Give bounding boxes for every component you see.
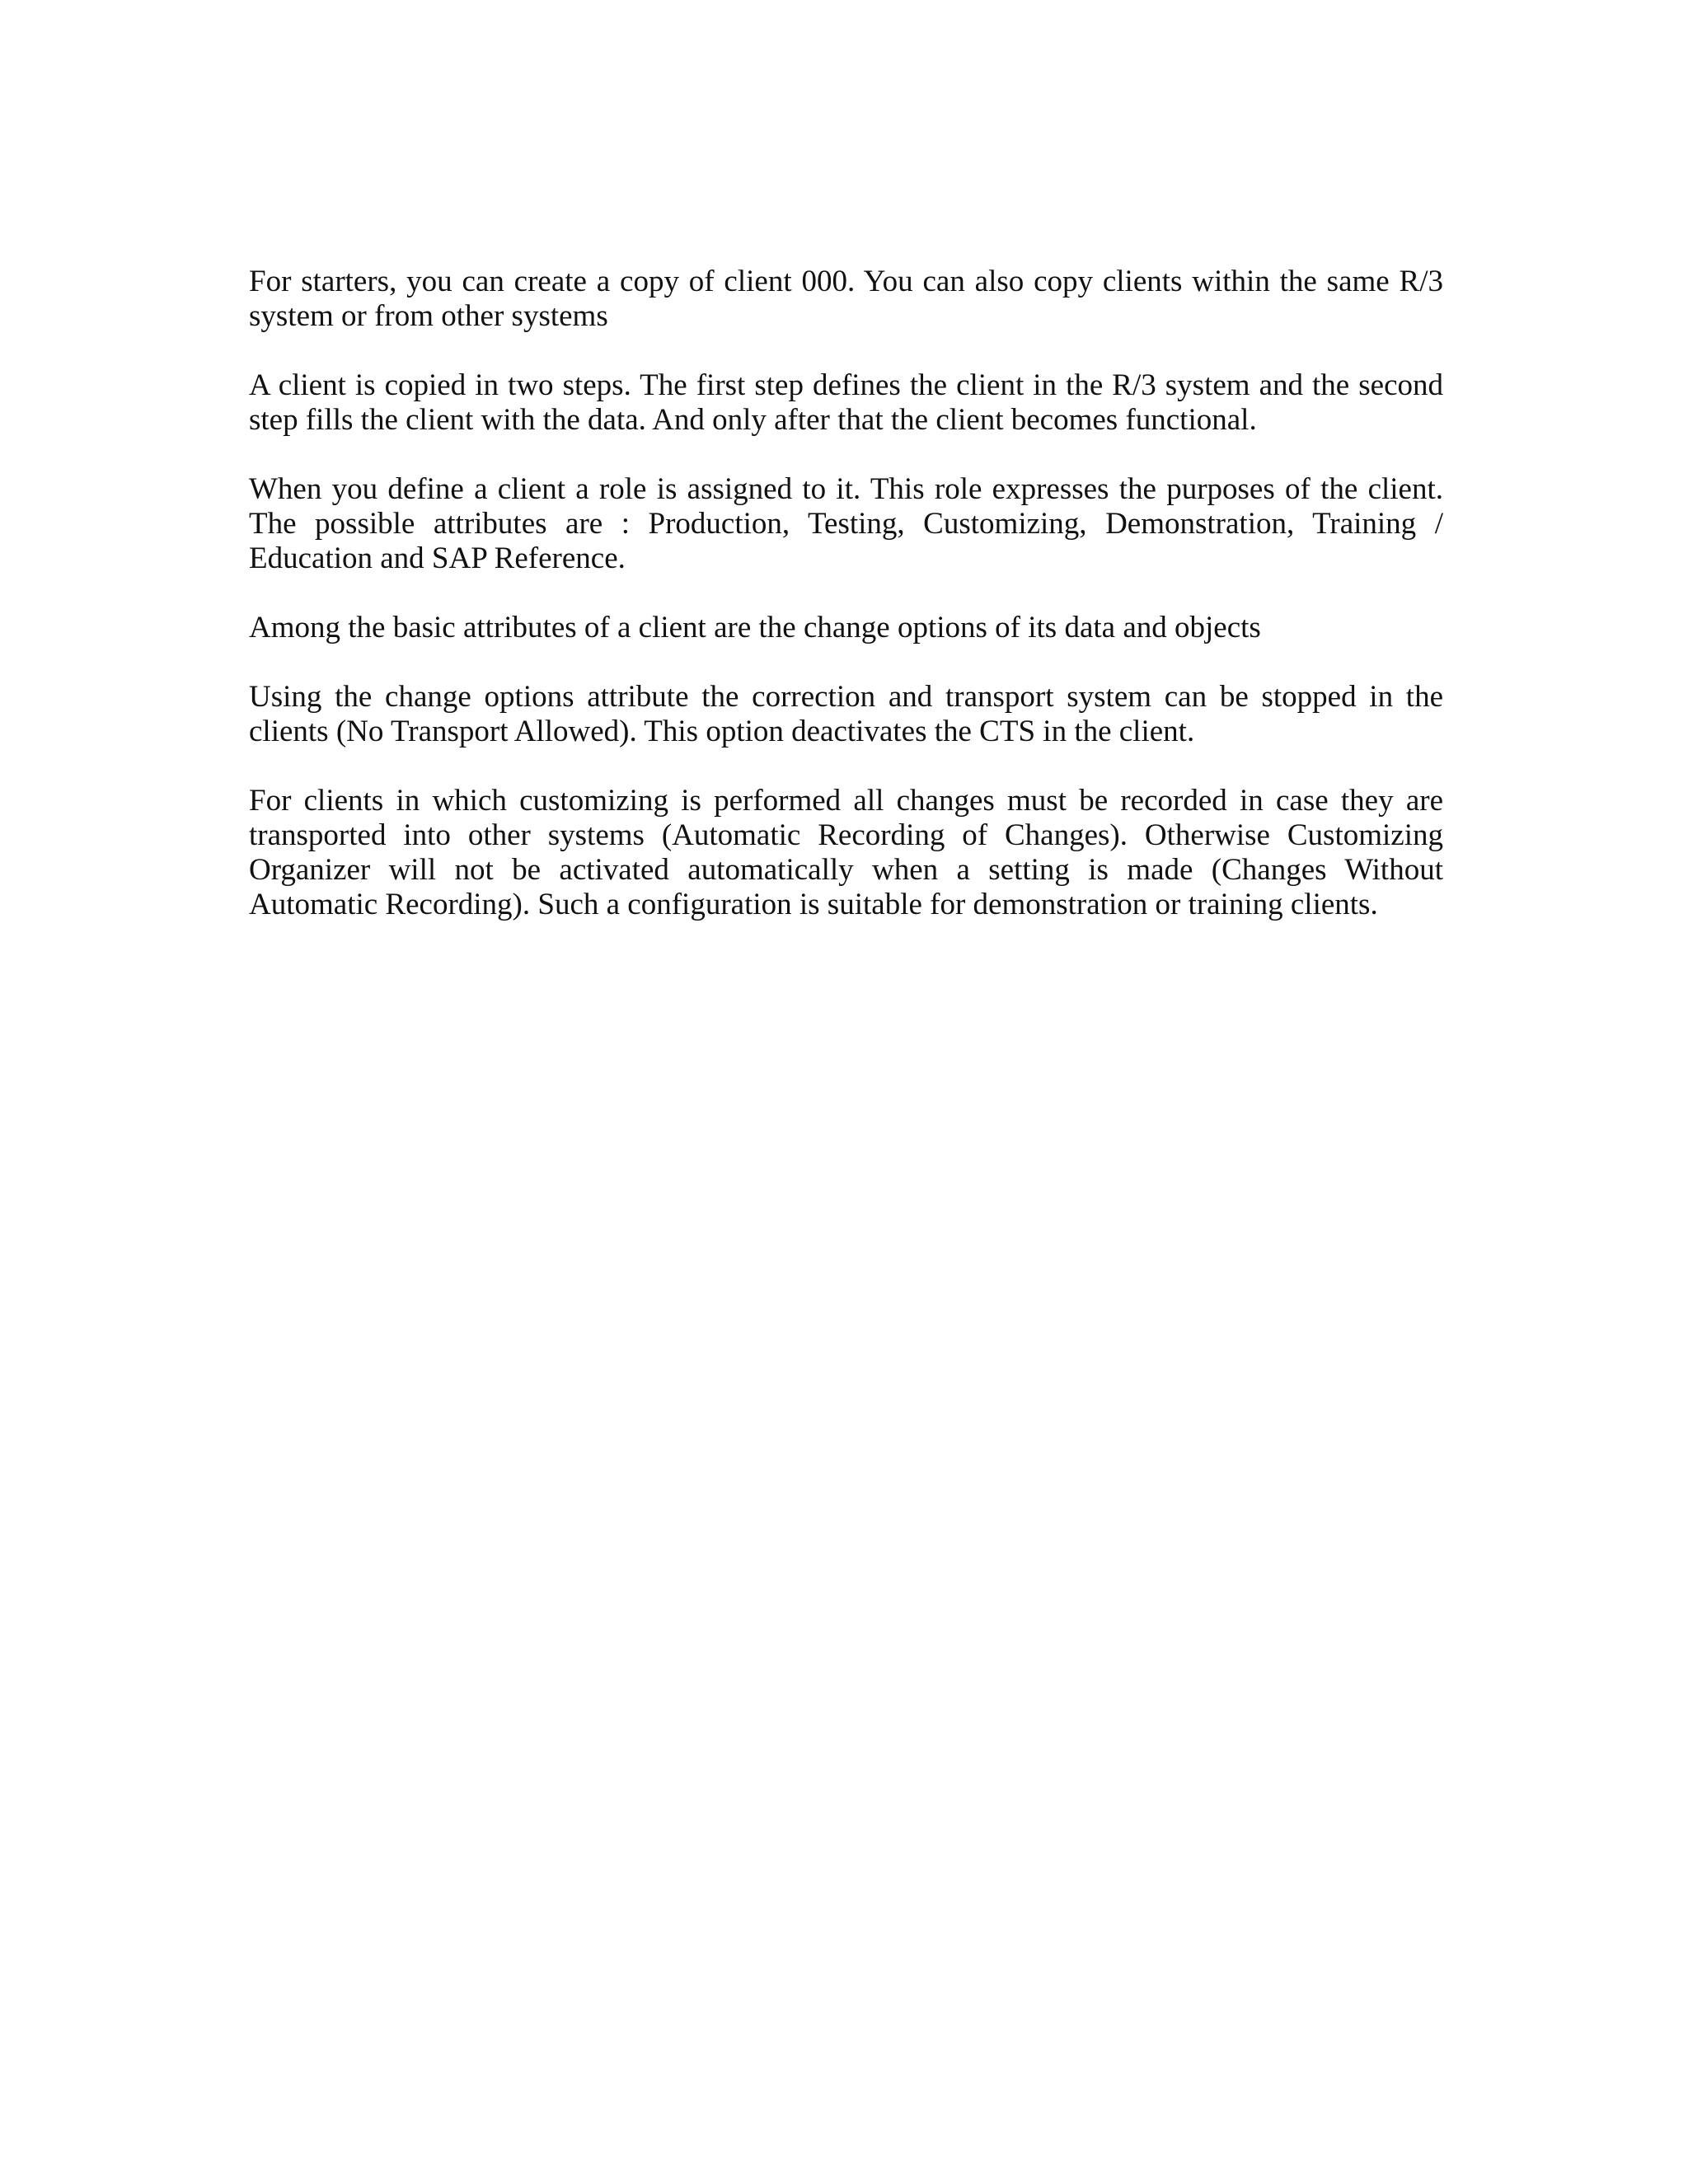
paragraph-change-options: Using the change options attribute the correction and transport system can be stopped in the clients (No Transport Allowed). This option deactivates the CTS in the client. [249,680,1443,748]
paragraph-basic-attributes: Among the basic attributes of a client are the change options of its data and objects [249,611,1261,644]
paragraph-client-copy-intro: For starters, you can create a copy of client 000. You can also copy clients within the same R/3 system or from other systems [249,265,1443,333]
paragraph-client-role: When you define a client a role is assigned to it. This role expresses the purposes of the client. The possible attributes are : Production, Testing, Customizing, Demonstration, Training / Education and SAP Reference. [249,472,1443,575]
paragraph-copy-steps: A client is copied in two steps. The first step defines the client in the R/3 system and the second step fills the client with the data. And only after that the client becomes functional. [249,368,1443,437]
body-text [249,265,1443,957]
paragraph-customizing-recording: For clients in which customizing is performed all changes must be recorded in case they are transported into other systems (Automatic Recording of Changes). Otherwise Customizing Organizer will not be activated automatically when a setting is made (Changes Without Automatic Recording). Such a configuration is suitable for demonstration or training clients. [249,784,1443,921]
